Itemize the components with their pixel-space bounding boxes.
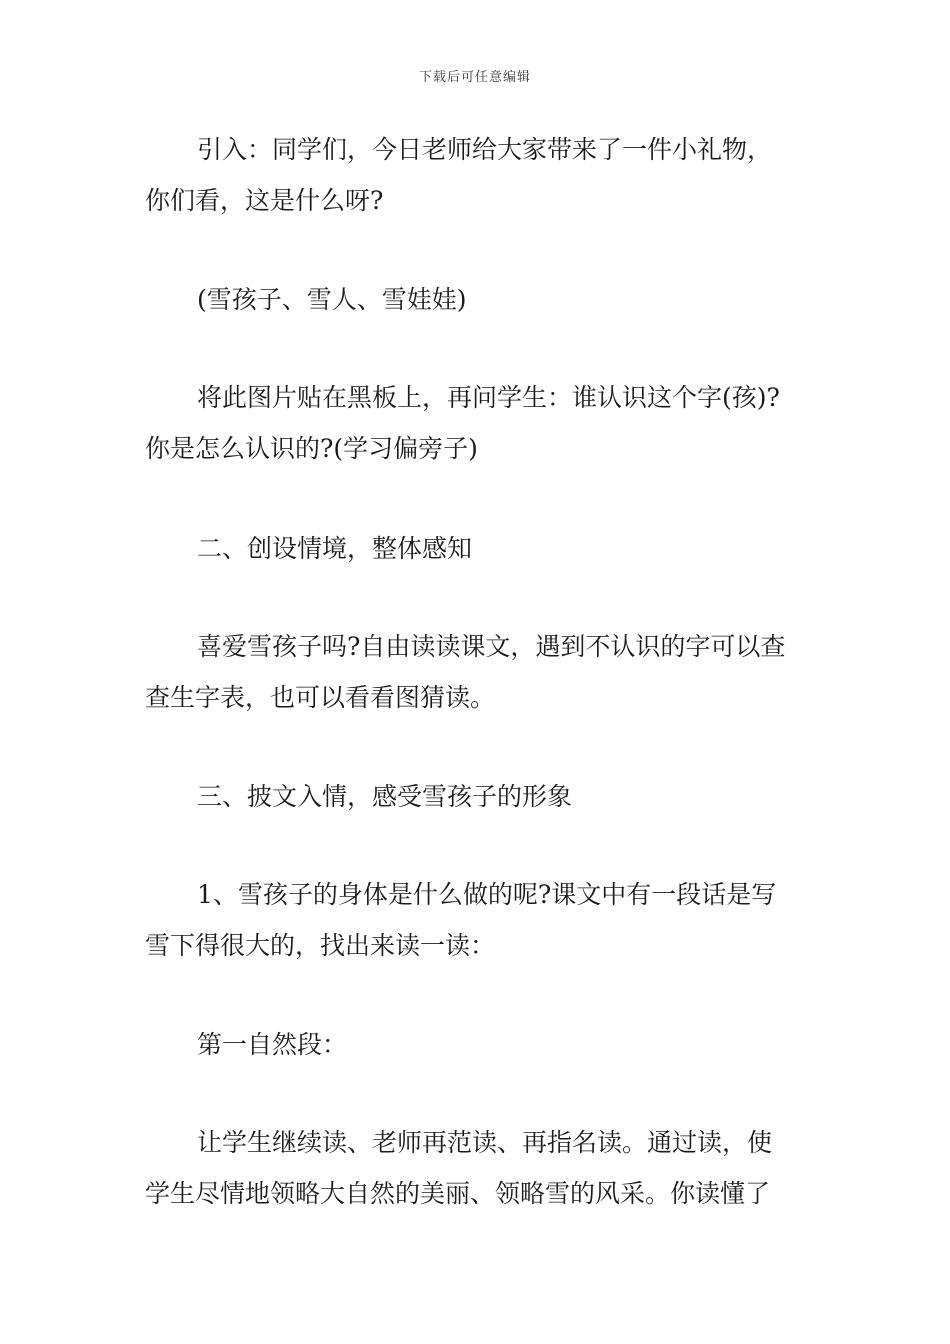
paragraph-line: 1、雪孩子的身体是什么做的呢?课文中有一段话是写 bbox=[197, 880, 777, 909]
paragraph-line: 二、创设情境，整体感知 bbox=[197, 534, 473, 563]
paragraph-line: 三、披文入情，感受雪孩子的形象 bbox=[197, 782, 573, 811]
page-header: 下载后可任意编辑 bbox=[418, 70, 531, 85]
paragraph-answer bbox=[145, 274, 810, 325]
paragraph-continue-reading bbox=[145, 1117, 810, 1219]
paragraph-line: 查生字表，也可以看看图猜读。 bbox=[145, 683, 496, 712]
paragraph-line: 雪下得很大的，找出来读一读： bbox=[145, 931, 496, 960]
section-heading-3 bbox=[145, 771, 810, 822]
section-heading-2 bbox=[145, 523, 810, 574]
paragraph-line: 喜爱雪孩子吗?自由读读课文，遇到不认识的字可以查 bbox=[197, 632, 786, 661]
paragraph-line: (雪孩子、雪人、雪娃娃) bbox=[197, 285, 467, 314]
paragraph-line: 引入：同学们，今日老师给大家带来了一件小礼物， bbox=[197, 135, 773, 164]
paragraph-line: 第一自然段： bbox=[197, 1030, 348, 1059]
paragraph-intro bbox=[145, 124, 810, 226]
paragraph-blackboard bbox=[145, 372, 810, 474]
paragraph-first-section bbox=[145, 1019, 810, 1070]
paragraph-question-1 bbox=[145, 869, 810, 971]
paragraph-line: 你们看，这是什么呀? bbox=[145, 186, 384, 215]
paragraph-line: 你是怎么认识的?(学习偏旁子) bbox=[145, 434, 478, 463]
paragraph-line: 学生尽情地领略大自然的美丽、领略雪的风采。你读懂了 bbox=[145, 1179, 771, 1208]
paragraph-line: 让学生继续读、老师再范读、再指名读。通过读，使 bbox=[197, 1128, 773, 1157]
paragraph-reading bbox=[145, 621, 810, 723]
paragraph-line: 将此图片贴在黑板上，再问学生：谁认识这个字(孩)? bbox=[197, 383, 780, 412]
